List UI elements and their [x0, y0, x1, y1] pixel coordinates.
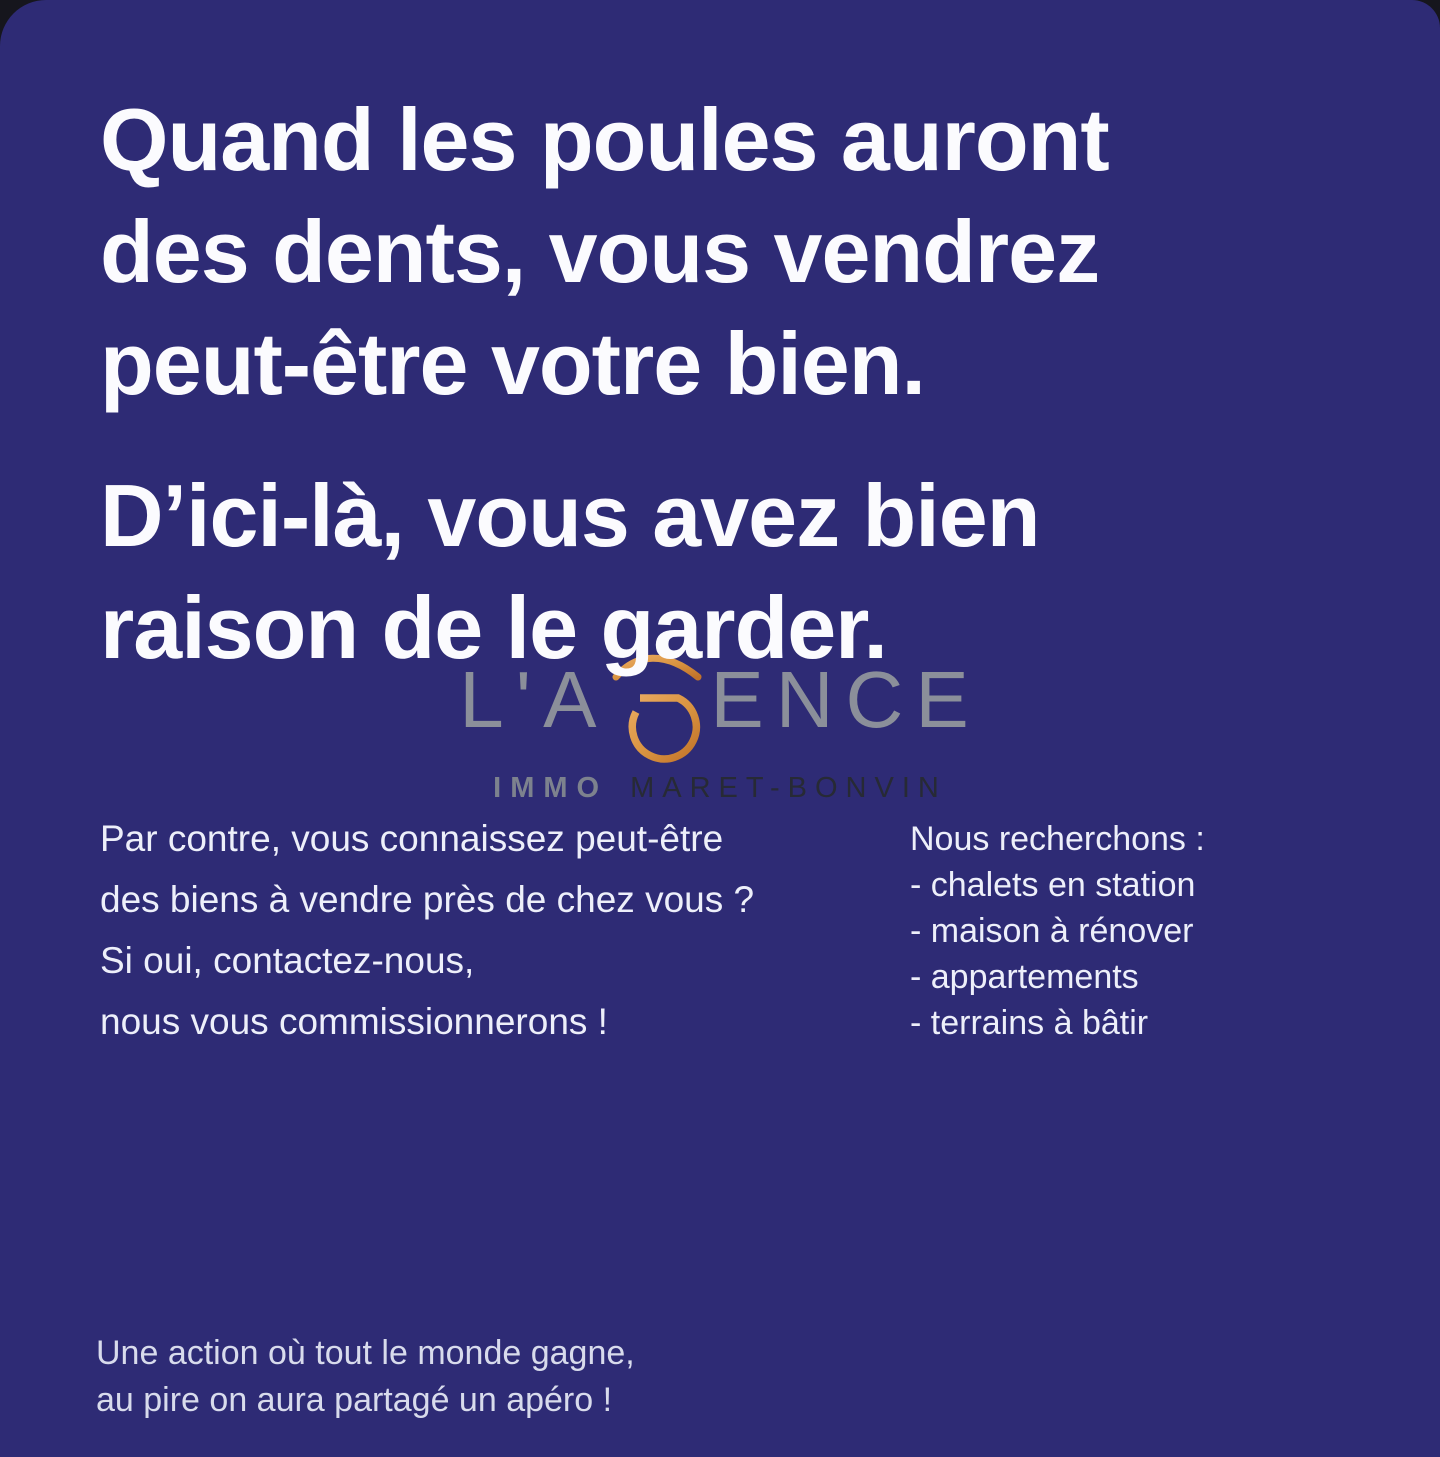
headline-block	[100, 84, 1380, 684]
contact-paragraph-line: des biens à vendre près de chez vous ?	[100, 879, 755, 920]
search-list-item: - appartements	[910, 958, 1139, 996]
headline-paragraph-2	[100, 460, 1380, 684]
headline-line: des dents, vous vendrez	[100, 202, 1100, 301]
footer-tagline-line: au pire on aura partagé un apéro !	[96, 1381, 613, 1419]
logo-agency-name: MARET-BONVIN	[630, 772, 947, 804]
contact-paragraph-line: Par contre, vous connaissez peut-être	[100, 818, 724, 859]
footer-tagline-line: Une action où tout le monde gagne,	[96, 1334, 635, 1372]
search-list-title: Nous recherchons :	[910, 820, 1205, 858]
logo-immo-label: IMMO	[493, 772, 609, 804]
body-columns	[100, 808, 1360, 1052]
search-list-item: - chalets en station	[910, 866, 1196, 904]
contact-paragraph-line: nous vous commissionnerons !	[100, 1001, 608, 1042]
headline-line: D’ici-là, vous avez bien	[100, 466, 1040, 565]
headline-line: raison de le garder.	[100, 578, 887, 677]
headline-paragraph-1	[100, 84, 1380, 420]
search-list-item: - terrains à bâtir	[910, 1004, 1149, 1042]
search-list	[910, 808, 1360, 1052]
wordmark-left-letters: L'A	[459, 655, 609, 744]
contact-paragraph-line: Si oui, contactez-nous,	[100, 940, 475, 981]
search-list-item: - maison à rénover	[910, 912, 1194, 950]
headline-line: peut-être votre bien.	[100, 314, 925, 413]
contact-paragraph	[100, 808, 754, 1052]
footer-tagline	[96, 1330, 635, 1424]
agence-logo-subtitle	[493, 772, 947, 805]
headline-line: Quand les poules auront	[100, 90, 1109, 189]
wordmark-right-letters: ENCE	[710, 655, 981, 744]
